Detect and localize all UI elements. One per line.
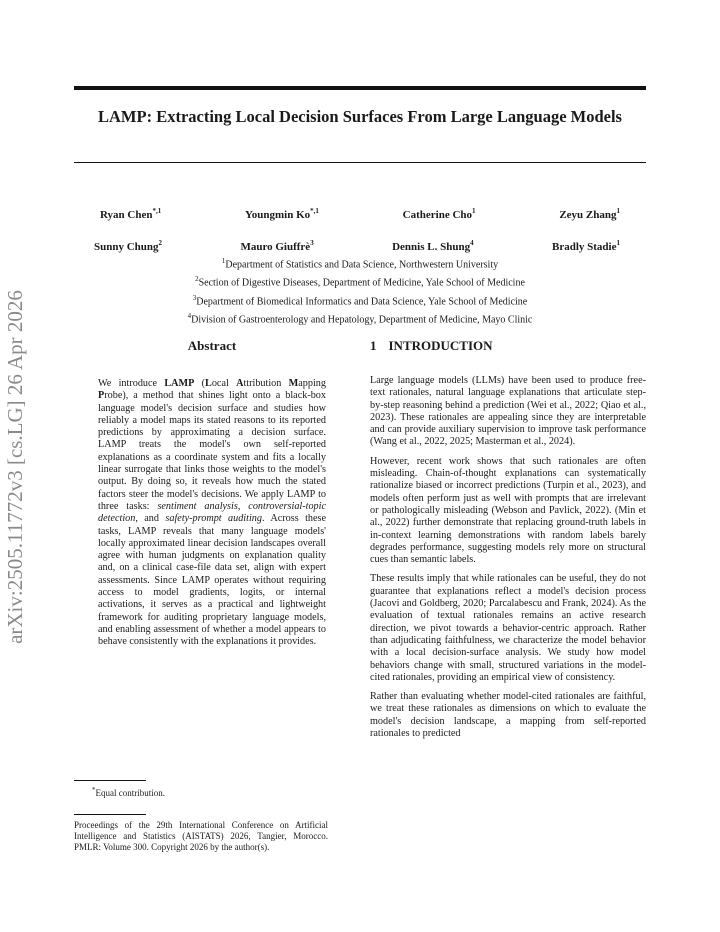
author: Dennis L. Shung$^4$ bbox=[392, 239, 474, 253]
abstract-body: We introduce LAMP (Local Attribution Mapping Probe), a method that shines light onto a black-box language model's decision surface and studies how reliably a model maps its stated reasons to its reported predictions by approximating a decision surface. LAMP treats the model's own self-reported explanations as a coordinate system and fits a locally linear surrogate that links those weights to the model's output. By doing so, it reveals how much the stated factors steer the model's decisions. We apply LAMP to three tasks: sentiment analysis, controversial-topic detection, and safety-prompt auditing. Across these tasks, LAMP reveals that many language models' locally approximated linear decision landscapes overall agree with human judgments on explanation quality and, on a clinical case-file data set, align with expert assessments. Since LAMP operates without requiring access to model gradients, logits, or internal activations, it serves as a practical and lightweight framework for auditing proprietary language models, and enabling assessment of whether a model appears to behave consistently with the explanations it provides. bbox=[98, 378, 327, 648]
section-heading: 1 INTRODUCTION bbox=[370, 338, 493, 353]
footnote-rule bbox=[74, 780, 146, 781]
paragraph: Large language models (LLMs) have been used to produce free-text rationales, natural language explanations that articulate step-by-step reasoning behind a prediction (Wei et al., 2022; Qiao et al., 2023). These rationales are appealing since they are interpretable and can provide auxiliary supervision to improve task performance (Wang et al., 2022, 2025; Masterman et al., 2024). bbox=[370, 375, 646, 448]
proceedings-note: Proceedings of the 29th International Conference on Artificial Intelligence and Statistics (AISTATS) 2026, Tangier, Morocco. PMLR: Volume 300. Copyright 2026 by the author(s). bbox=[74, 820, 328, 852]
author: Mauro Giuffrè$^3$ bbox=[240, 239, 314, 253]
author-row-1 bbox=[74, 207, 646, 221]
author: Catherine Cho$^1$ bbox=[402, 207, 476, 221]
paragraph: Rather than evaluating whether model-cited rationales are faithful, we treat these rationales as dimensions on which to evaluate the model's decision landscape, a mapping from self-reported rationales to predicted bbox=[370, 691, 646, 740]
section-number: 1 bbox=[370, 338, 377, 353]
paper-title: LAMP: Extracting Local Decision Surfaces From Large Language Models bbox=[98, 107, 622, 126]
proceedings-rule bbox=[74, 814, 146, 815]
affiliation: $^1$Department of Statistics and Data Science, Northwestern University bbox=[221, 257, 499, 271]
author: Ryan Chen$^{*,1}$ bbox=[100, 207, 162, 221]
affiliation: $^4$Division of Gastroenterology and Hepatology, Department of Medicine, Mayo Clinic bbox=[187, 311, 533, 326]
title-top-rule bbox=[74, 86, 646, 90]
author: Youngmin $Ko^{*,1}$ bbox=[245, 207, 319, 221]
affiliation: $^2$Section of Digestive Diseases, Department of Medicine, Yale School of Medicine bbox=[195, 275, 525, 289]
paragraph: These results imply that while rationales can be useful, they do not guarantee that explanations reflect a model's decision process (Jacovi and Goldberg, 2020; Parcalabescu and Frank, 2024). As the evaluation of textual rationales remains an active research direction, we pivot towards a behavior-centric approach. Rather than adjudicating faithfulness, we characterize the model behavior with a local decision-surface analysis. We study how model behaviors change with small, structured variations in the model-cited rationales, providing an empirical view of consistency. bbox=[370, 573, 646, 683]
affiliations bbox=[74, 254, 646, 327]
author: Sunny Chung$^2$ bbox=[94, 239, 163, 253]
author-row-2 bbox=[74, 239, 646, 253]
introduction-body bbox=[370, 375, 646, 747]
abstract-heading: Abstract bbox=[187, 338, 237, 353]
affiliation: $^3$Department of Biomedical Informatics and Data Science, Yale School of Medicine bbox=[192, 293, 528, 307]
author: Zeyu Zhang$^1$ bbox=[559, 207, 620, 221]
title-bottom-rule bbox=[74, 162, 646, 163]
paragraph: However, recent work shows that such rationales are often misleading. Chain-of-thought explanations can systematically rationalize biased or incorrect predictions (Turpin et al., 2023), and models often perform just as well with prompts that are irrelevant or pathologically misleading (Webson and Pavlick, 2022). (Min et al., 2022) further demonstrate that replacing ground-truth labels in in-context learning demonstrations with random labels barely degrades performance, suggesting models rely more on structural cues than semantic labels. bbox=[370, 455, 646, 566]
author: Bradly Stadie$^1$ bbox=[551, 239, 620, 253]
footnote: *Equal contribution. bbox=[92, 786, 165, 798]
arxiv-identifier-stamp: arXiv:2505.11772v3 [cs.LG] 26 Apr 2026 bbox=[3, 290, 27, 644]
